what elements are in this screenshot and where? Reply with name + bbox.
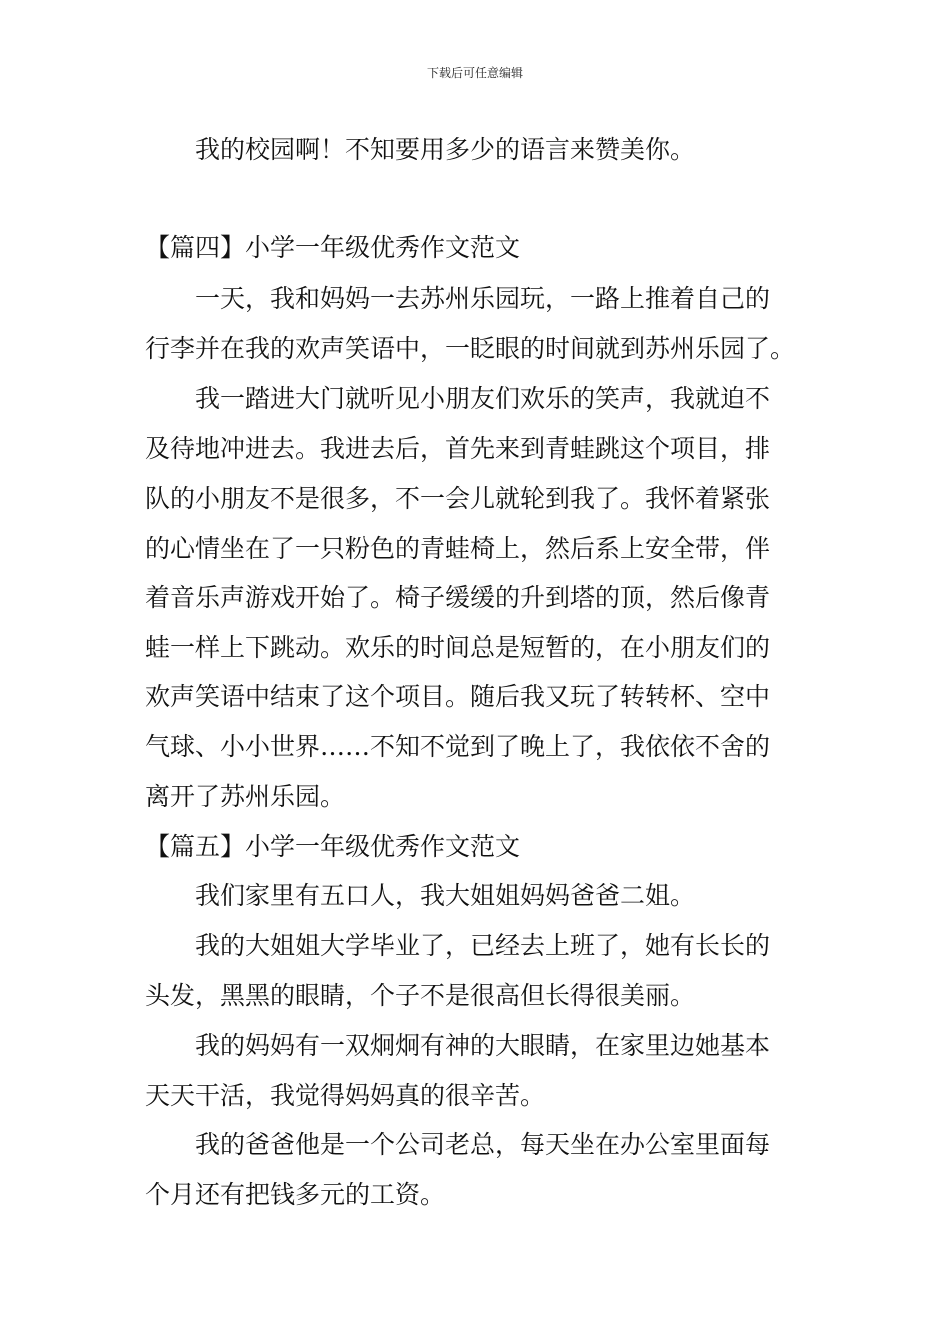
paragraph-line: 行李并在我的欢声笑语中，一眨眼的时间就到苏州乐园了。 [145,334,796,363]
paragraph-line: 的心情坐在了一只粉色的青蛙椅上，然后系上安全带，伴 [145,534,771,563]
paragraph-line: 气球、小小世界……不知不觉到了晚上了，我依依不舍的 [145,732,771,761]
paragraph-line: 我们家里有五口人，我大姐姐妈妈爸爸二姐。 [195,881,696,910]
paragraph-line: 队的小朋友不是很多，不一会儿就轮到我了。我怀着紧张 [145,484,771,513]
paragraph-line: 个月还有把钱多元的工资。 [145,1180,446,1209]
paragraph-line: 我的校园啊！不知要用多少的语言来赞美你。 [195,135,696,164]
paragraph-line: 天天干活，我觉得妈妈真的很辛苦。 [145,1081,546,1110]
paragraph-line: 着音乐声游戏开始了。椅子缓缓的升到塔的顶，然后像青 [145,583,771,612]
paragraph-line: 一天，我和妈妈一去苏州乐园玩，一路上推着自己的 [195,284,771,313]
paragraph-line: 离开了苏州乐园。 [145,782,346,811]
paragraph-line: 及待地冲进去。我进去后，首先来到青蛙跳这个项目，排 [145,434,771,463]
paragraph-line: 我的妈妈有一双炯炯有神的大眼睛，在家里边她基本 [195,1031,771,1060]
paragraph-line: 我一踏进大门就听见小朋友们欢乐的笑声，我就迫不 [195,384,771,413]
page-header: 下载后可任意编辑 [426,66,523,80]
section-heading: 【篇四】小学一年级优秀作文范文 [145,233,521,262]
paragraph-line: 我的爸爸他是一个公司老总，每天坐在办公室里面每 [195,1130,771,1159]
section-heading: 【篇五】小学一年级优秀作文范文 [145,832,521,861]
paragraph-line: 头发，黑黑的眼睛，个子不是很高但长得很美丽。 [145,981,696,1010]
paragraph-line: 欢声笑语中结束了这个项目。随后我又玩了转转杯、空中 [145,682,771,711]
paragraph-line: 我的大姐姐大学毕业了，已经去上班了，她有长长的 [195,931,771,960]
paragraph-line: 蛙一样上下跳动。欢乐的时间总是短暂的，在小朋友们的 [145,633,771,662]
